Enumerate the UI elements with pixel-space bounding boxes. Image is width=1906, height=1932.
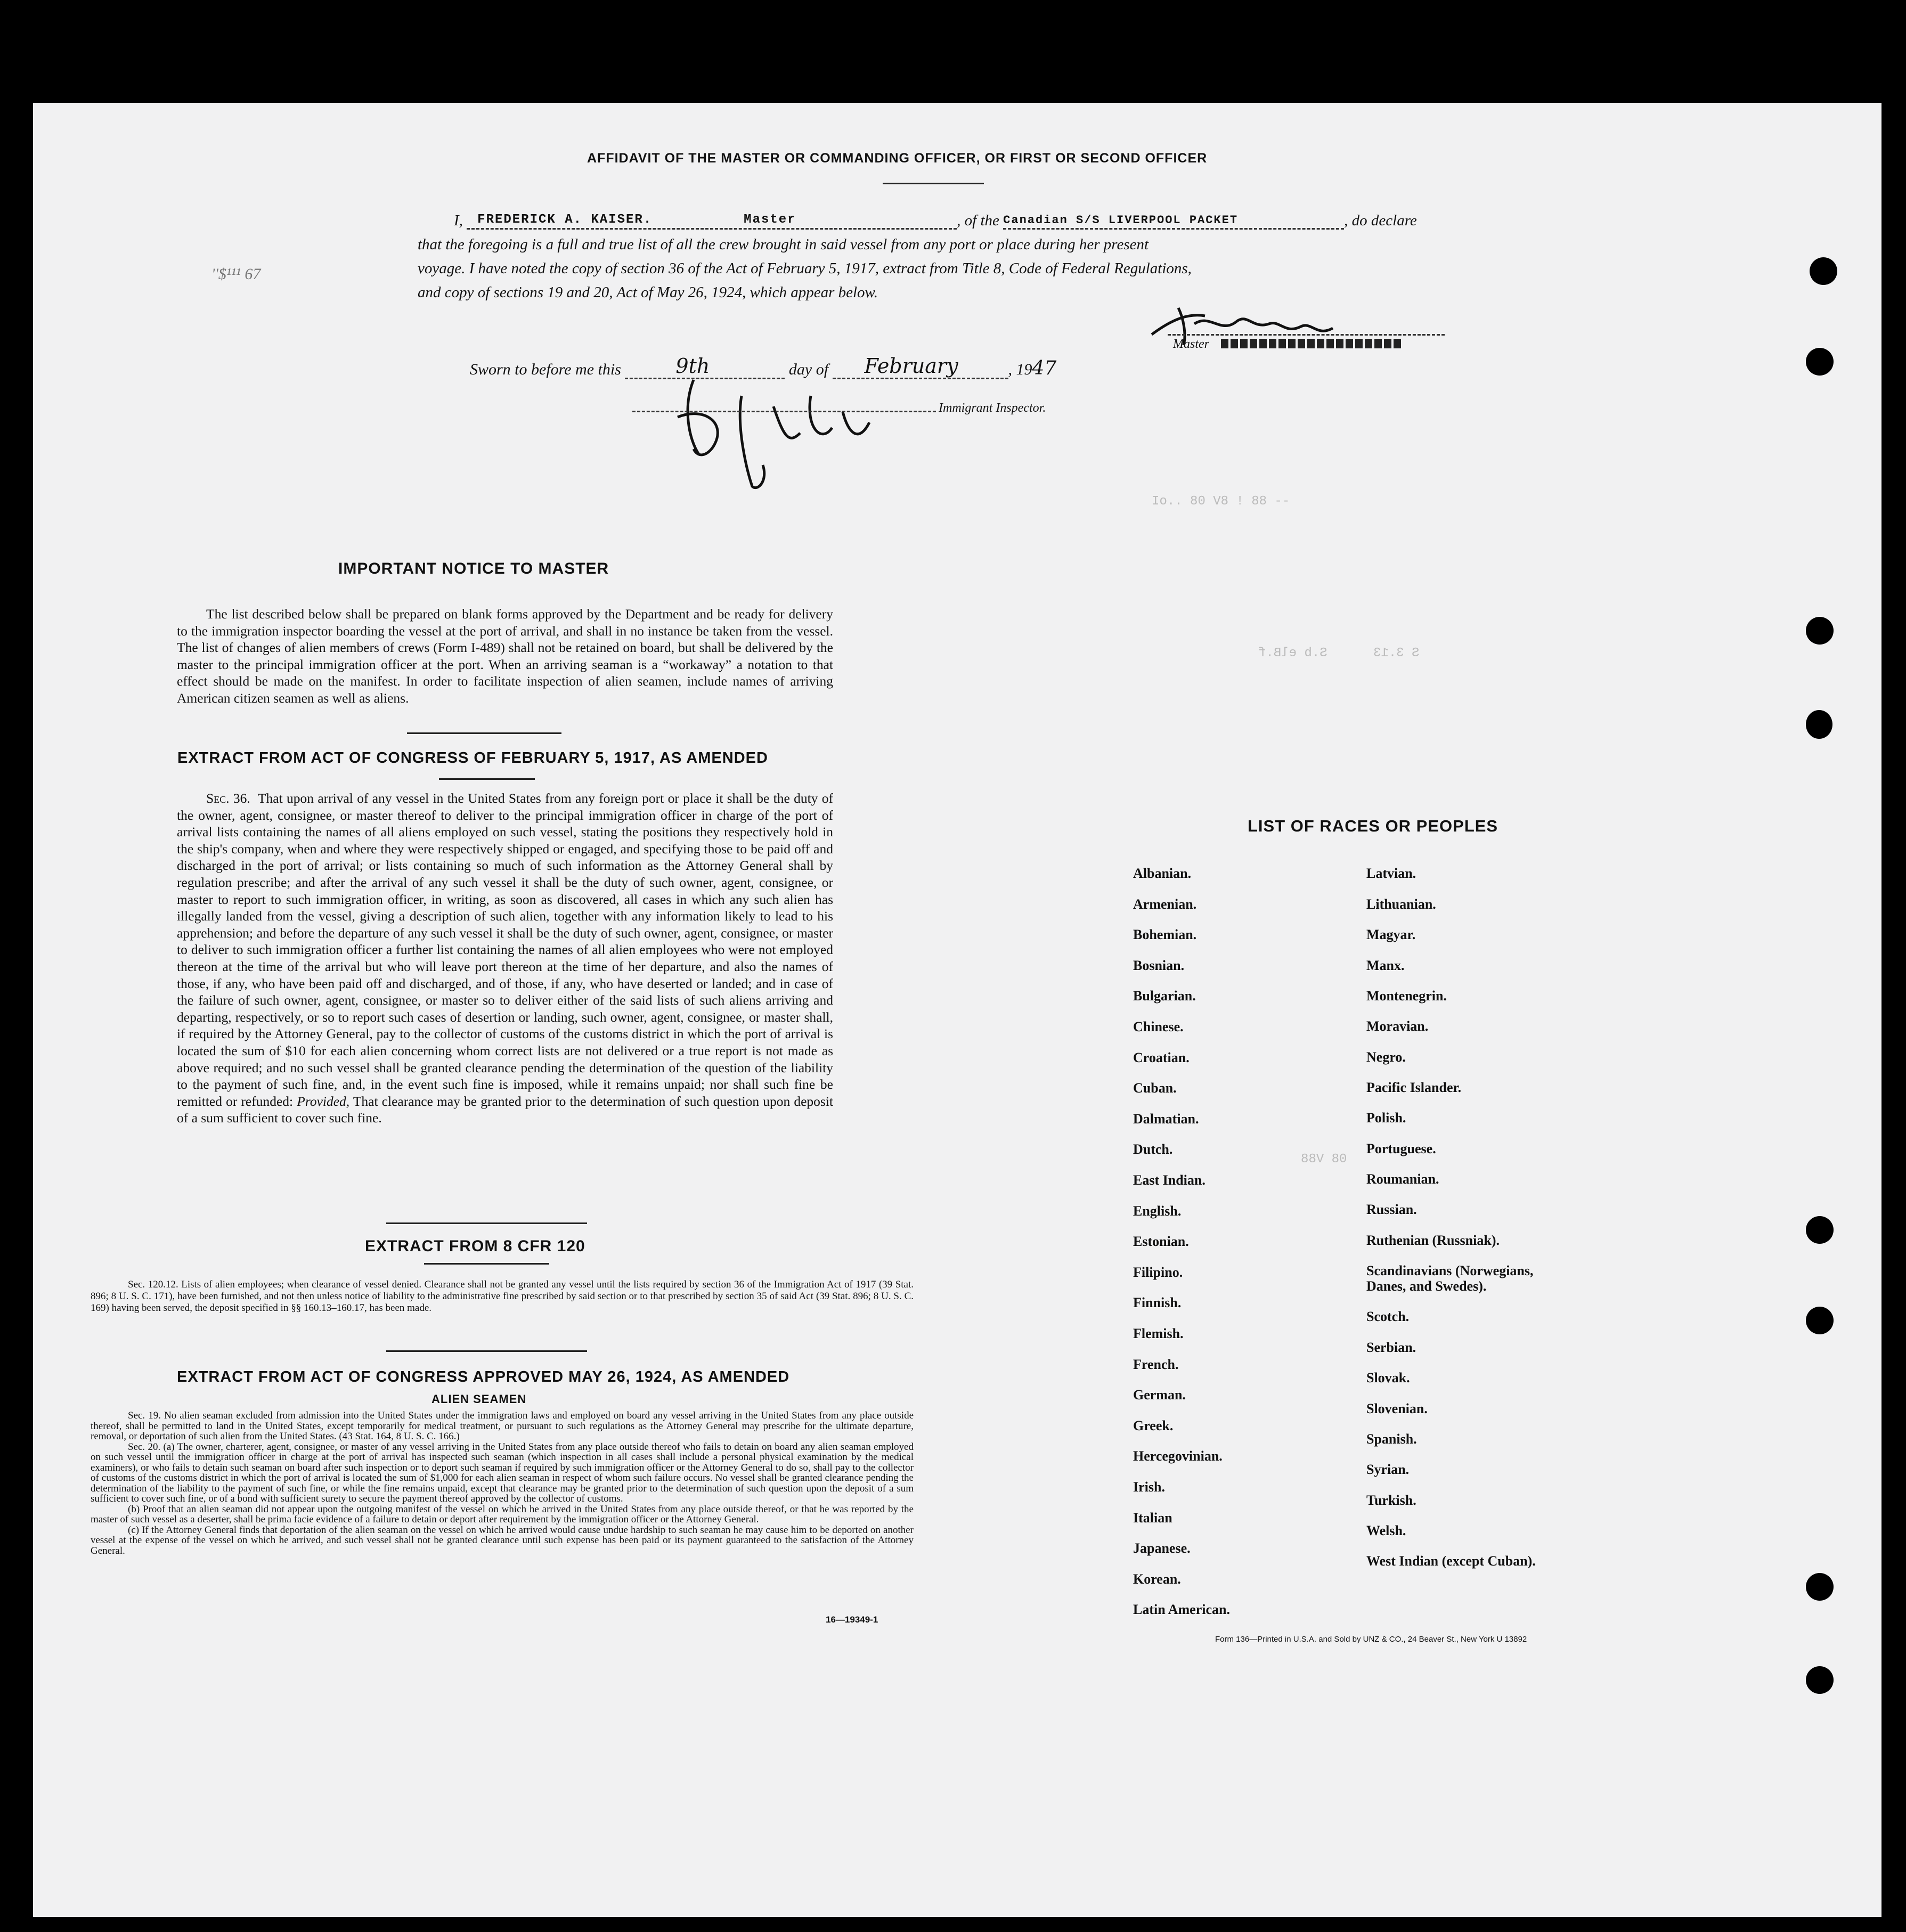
race-item: Spanish. bbox=[1366, 1431, 1417, 1447]
race-item: Greek. bbox=[1133, 1417, 1174, 1433]
binder-hole bbox=[1806, 710, 1832, 739]
race-item: Negro. bbox=[1366, 1049, 1406, 1065]
form-printer-note: Form 136—Printed in U.S.A. and Sold by UNZ & CO., 24 Beaver St., New York U 13892 bbox=[1215, 1635, 1527, 1644]
master-signature-line bbox=[1168, 334, 1445, 336]
race-item: Polish. bbox=[1366, 1110, 1406, 1126]
race-item: Turkish. bbox=[1366, 1493, 1416, 1508]
binder-hole bbox=[1806, 617, 1834, 645]
affidavit-line-3: voyage. I have noted the copy of section 36 of the Act of February 5, 1917, extract from Title 8, Code of Federal Regulations, bbox=[418, 260, 1192, 277]
race-item: Scandinavians (Norwegians, bbox=[1366, 1263, 1534, 1278]
race-item: Roumanian. bbox=[1366, 1171, 1439, 1187]
race-item: Welsh. bbox=[1366, 1523, 1406, 1538]
do-declare-text: , do declare bbox=[1344, 212, 1417, 229]
race-item: Bosnian. bbox=[1133, 957, 1185, 973]
form-sheet bbox=[33, 103, 1881, 1917]
year-prefix: , 19 bbox=[1008, 361, 1032, 378]
race-item: Montenegrin. bbox=[1366, 988, 1447, 1004]
sec-19-text: Sec. 19. No alien seaman excluded from admission into the United States under the immigration laws and employed on board any vessel arriving in the United States from any place outside thereof, shall be permitted to land in the United States, except temporarily for medical treatment, or pursuant to such regulations as the Attorney General may prescribe for the ultimate departure, removal, or deportation of such alien from the United States. (43 Stat. 164, 8 U. S. C. 166.) bbox=[91, 1410, 914, 1442]
race-item: Cuban. bbox=[1133, 1080, 1177, 1096]
race-item: German. bbox=[1133, 1387, 1186, 1403]
sec-20c-text: (c) If the Attorney General finds that deportation of the alien seaman on the vessel on which he arrived would cause undue hardship to such seaman he may cause him to be deported on another vessel at the expense of the vessel on which he arrived, and such vessel shall not be granted clearance until such expense has been paid or its payment guaranteed to the satisfaction of the Attorney General. bbox=[91, 1524, 914, 1556]
race-item: Japanese. bbox=[1133, 1540, 1191, 1556]
race-item: Danes, and Swedes). bbox=[1366, 1278, 1487, 1294]
race-item: Korean. bbox=[1133, 1571, 1181, 1587]
proviso-label: Provided, bbox=[297, 1093, 350, 1109]
bleed-through-mark: 08 V88 bbox=[1301, 1152, 1347, 1167]
inspector-signature-line bbox=[632, 411, 936, 412]
sec-20a-text: Sec. 20. (a) The owner, charterer, agent, consignee, or master of any vessel arriving in the United States from any place outside thereof who fails to detain on board any alien seaman employed on such vessel until the immigration officer in charge at the port of arrival has inspected such seaman (which inspection in all cases shall include a personal physical examination by the medical examiners), or who fails to detain such seaman on board after such inspection or to deport such seaman if required by such immigration officer or the Attorney General to do so, shall pay to the collector of customs of the customs district in which the port of arrival is located the sum of $1,000 for each alien seaman in respect of whom such failure occurs. No vessel shall be granted clearance pending the determination of the liability to the payment of such fine, or while the fine remains unpaid, except that clearance may be granted prior to the determination of such question upon the deposit of a sum sufficient to cover such fine, or of a bond with sufficient surety to secure the payment thereof approved by the collector of customs. bbox=[91, 1441, 914, 1504]
race-item: Irish. bbox=[1133, 1479, 1165, 1495]
binder-hole bbox=[1806, 1307, 1834, 1334]
race-item: Manx. bbox=[1366, 958, 1405, 973]
struck-through-text bbox=[1221, 339, 1402, 348]
race-item: Latvian. bbox=[1366, 866, 1416, 881]
binder-hole bbox=[1806, 1573, 1834, 1601]
notice-text: The list described below shall be prepared on blank forms approved by the Department and be ready for delivery to the immigration inspector boarding the vessel at the port of arrival, and shall in no instance be taken from the vessel. The list of changes of alien members of crews (Form I-489) shall not be retained on board, but shall be delivered by the master to the principal immigration officer at the port. When an arriving seaman is a “workaway” a notation to that effect should be made on the manifest. In order to facilitate inspection of alien seamen, include names of arriving American citizen seamen as well as aliens. bbox=[177, 606, 833, 706]
extract-1917-text bbox=[177, 790, 833, 1127]
extract-cfr-rule bbox=[424, 1263, 549, 1265]
extract-cfr-text: Sec. 120.12. Lists of alien employees; when clearance of vessel denied. Clearance shall not be granted any vessel until the lists required by section 36 of the Immigration Act of 1917 (39 Stat. 896; 8 U. S. C. 171), have been furnished, and not then unless notice of liability to the administrative fine prescribed by said section or to that prescribed by section 35 of said Act (39 Stat. 896; 8 U. S. C. 169) having been served, the deposit specified in §§ 160.13–160.17, has been made. bbox=[91, 1279, 914, 1314]
of-the-text: , of the bbox=[957, 212, 999, 229]
extract-1917-end-rule bbox=[386, 1222, 587, 1224]
extract-1924-subtitle: ALIEN SEAMEN bbox=[431, 1392, 527, 1406]
extract-1924-text bbox=[91, 1411, 914, 1556]
race-item: Bulgarian. bbox=[1133, 988, 1196, 1004]
affidavit-title: AFFIDAVIT OF THE MASTER OR COMMANDING OFFICER, OR FIRST OR SECOND OFFICER bbox=[587, 151, 1208, 166]
race-item: Albanian. bbox=[1133, 866, 1192, 881]
race-item: East Indian. bbox=[1133, 1172, 1205, 1188]
sworn-prefix: Sworn to before me this bbox=[470, 361, 621, 378]
race-item: Estonian. bbox=[1133, 1234, 1189, 1250]
title-rule bbox=[883, 183, 984, 184]
race-item: Russian. bbox=[1366, 1202, 1417, 1217]
race-item: Lithuanian. bbox=[1366, 896, 1436, 912]
master-name: FREDERICK A. KAISER. bbox=[477, 213, 653, 227]
race-item: Filipino. bbox=[1133, 1264, 1183, 1280]
bleed-through-mark: S 3.13 S.b elB.f bbox=[1258, 646, 1420, 661]
bleed-through-mark: -- 88 ! 8V 08 ..oI bbox=[1152, 494, 1290, 509]
race-item: Slovenian. bbox=[1366, 1401, 1428, 1416]
race-item: Scotch. bbox=[1366, 1309, 1410, 1324]
race-item: Dalmatian. bbox=[1133, 1111, 1199, 1127]
race-item: Serbian. bbox=[1366, 1340, 1416, 1355]
race-item: Flemish. bbox=[1133, 1326, 1184, 1341]
vessel-field bbox=[1003, 212, 1344, 230]
inspector-signature bbox=[662, 364, 896, 497]
sec-20b-text: (b) Proof that an alien seaman did not appear upon the outgoing manifest of the vessel on which he arrived in the United States from any place outside thereof, or that he was reported by the master of such vessel as a deserter, shall be prima facie evidence of a failure to detain or deport after requirement by the immigration officer or the Attorney General. bbox=[91, 1503, 914, 1525]
day-of-text: day of bbox=[788, 361, 829, 378]
sec-36-text: That upon arrival of any vessel in the United States from any foreign port or place it shall be the duty of the owner, agent, consignee, or master thereof to deliver to the principal immigration officer in charge of the port of arrival lists containing the names of all aliens employed on such vessel, stating the positions they respectively hold in the ship's company, when and where they were respectively shipped or engaged, and specifying those to be paid off and discharged in the port of arrival; or lists containing so much of such information as the Attorney General shall by regulation prescribe; and after the arrival of any such vessel it shall be the duty of such owner, agent, consignee, or master to report to such immigration officer, in writing, as soon as discovered, all cases in which any such alien has illegally landed from the vessel, giving a description of such alien, together with any information likely to lead to his apprehension; and before the departure of any such vessel it shall be the duty of such owner, agent, consignee, or master to deliver to such immigration officer a further list containing the names of all alien employees who were not employed thereon at the time of the arrival but who will leave port thereon at the time of her departure, and also the names of those, if any, who have been paid off and discharged, and of those, if any, who have deserted or landed; and in case of the failure of such owner, agent, consignee, or master so to deliver either of the said lists of such aliens arriving and departing, respectively, or so to report such cases of desertion or landing, such owner, agent, consignee, or master shall, if required by the Attorney General, pay to the collector of customs of the customs district in which the port of arrival is located the sum of $10 for each alien concerning whom correct lists are not delivered or a true report is not made as above required; and no such vessel shall be granted clearance pending the determination of the question of the liability to the payment of such fine, and, in the event such fine is imposed, while it remains unpaid; nor shall such fine be remitted or refunded: bbox=[177, 790, 833, 1109]
extract-1917-rule bbox=[439, 778, 535, 780]
race-item: Armenian. bbox=[1133, 896, 1197, 912]
race-item: Hercegovinian. bbox=[1133, 1448, 1223, 1464]
race-item: Italian bbox=[1133, 1510, 1172, 1526]
sec-36-label: Sec. 36. bbox=[206, 790, 250, 806]
extract-cfr-end-rule bbox=[386, 1350, 587, 1352]
race-item: Finnish. bbox=[1133, 1295, 1182, 1311]
race-item: French. bbox=[1133, 1356, 1179, 1372]
race-item: Portuguese. bbox=[1366, 1141, 1436, 1156]
race-item: Ruthenian (Russniak). bbox=[1366, 1233, 1500, 1248]
affidavit-line-1 bbox=[454, 212, 1417, 230]
race-item: West Indian (except Cuban). bbox=[1366, 1553, 1536, 1569]
sworn-day: 9th bbox=[675, 354, 710, 378]
race-item: Chinese. bbox=[1133, 1019, 1184, 1034]
extract-cfr-title: EXTRACT FROM 8 CFR 120 bbox=[365, 1237, 585, 1255]
proviso-text: That clearance may be granted prior to the determination of such question upon deposit of a sum sufficient to cover such fine. bbox=[177, 1093, 833, 1126]
race-item: Latin American. bbox=[1133, 1602, 1230, 1618]
binder-hole bbox=[1806, 348, 1834, 376]
master-caption: Master bbox=[1173, 337, 1209, 351]
race-item: Dutch. bbox=[1133, 1142, 1173, 1157]
race-item: English. bbox=[1133, 1203, 1182, 1219]
margin-note: ''$¹¹¹ 67 bbox=[211, 265, 261, 283]
master-rank: Master bbox=[744, 213, 796, 227]
race-item: Slovak. bbox=[1366, 1370, 1410, 1385]
sworn-year: 47 bbox=[1032, 357, 1057, 379]
binder-hole bbox=[1810, 257, 1837, 285]
inspector-caption: Immigrant Inspector. bbox=[939, 401, 1046, 415]
extract-1917-title: EXTRACT FROM ACT OF CONGRESS OF FEBRUARY 5, 1917, AS AMENDED bbox=[177, 749, 768, 767]
form-number: 16—19349-1 bbox=[826, 1615, 878, 1625]
race-item: Syrian. bbox=[1366, 1462, 1410, 1477]
race-item: Magyar. bbox=[1366, 927, 1416, 942]
vessel-name: Canadian S/S LIVERPOOL PACKET bbox=[1003, 214, 1239, 227]
affidavit-line-4: and copy of sections 19 and 20, Act of May 26, 1924, which appear below. bbox=[418, 284, 878, 301]
name-rank-field bbox=[467, 212, 957, 230]
affidavit-i: I, bbox=[454, 212, 463, 229]
binder-hole bbox=[1806, 1666, 1834, 1694]
race-item: Bohemian. bbox=[1133, 927, 1197, 943]
race-item: Pacific Islander. bbox=[1366, 1080, 1462, 1095]
notice-title: IMPORTANT NOTICE TO MASTER bbox=[338, 560, 609, 577]
sworn-month: February bbox=[864, 354, 958, 378]
race-item: Moravian. bbox=[1366, 1018, 1429, 1034]
race-item: Croatian. bbox=[1133, 1049, 1190, 1065]
notice-rule bbox=[407, 732, 561, 734]
extract-1924-title: EXTRACT FROM ACT OF CONGRESS APPROVED MAY 26, 1924, AS AMENDED bbox=[177, 1368, 790, 1385]
affidavit-line-2: that the foregoing is a full and true list of all the crew brought in said vessel from any port or place during her present bbox=[418, 236, 1149, 253]
races-title: LIST OF RACES OR PEOPLES bbox=[1248, 817, 1498, 835]
binder-hole bbox=[1806, 1216, 1834, 1244]
